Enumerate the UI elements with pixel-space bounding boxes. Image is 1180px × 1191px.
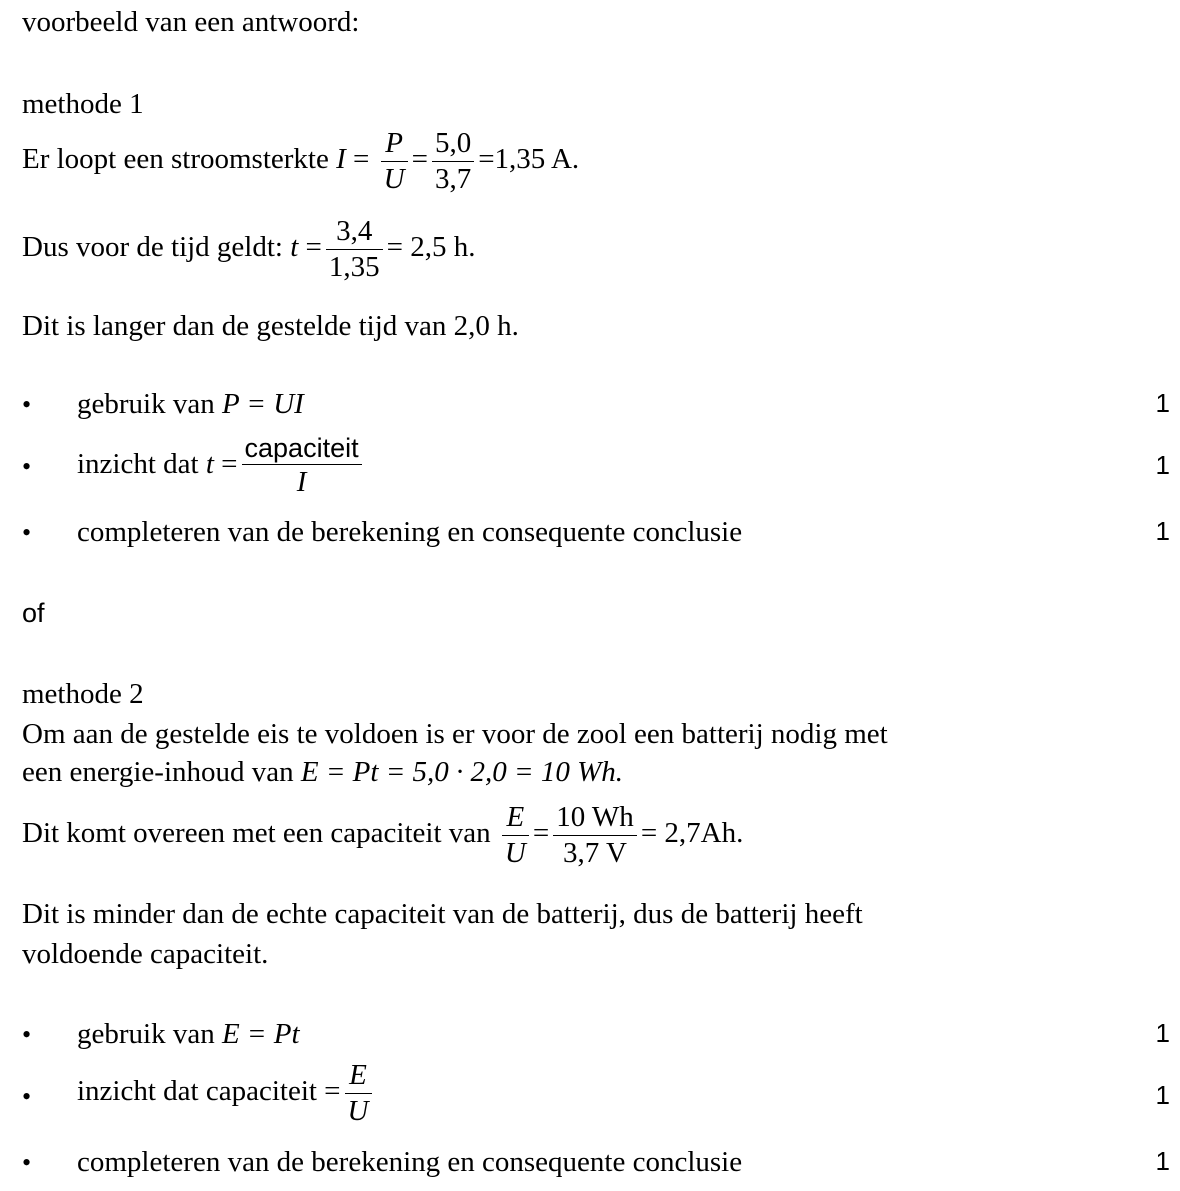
method2-line4b: voldoende capaciteit. bbox=[22, 938, 269, 970]
time-symbol: t bbox=[290, 230, 299, 263]
capacity-result: = 2,7Ah. bbox=[640, 816, 744, 849]
method2-line3: Dit komt overeen met een capaciteit van $\frac{E}{U}$ = $\frac{10 Wh}{3,7 V}$ = 2,7Ah. bbox=[22, 801, 744, 869]
time-fraction: $\frac{3,4}{1,35}$ bbox=[326, 214, 383, 285]
intro-text: voorbeeld van een antwoord: bbox=[22, 6, 360, 38]
score: 1 bbox=[1155, 388, 1170, 418]
bullet: • bbox=[22, 390, 32, 419]
method1-line1-text: Er loopt een stroomsterkte bbox=[22, 142, 329, 175]
power-over-voltage-fraction: $\frac{P}{U}$ bbox=[381, 126, 408, 197]
bullet: • bbox=[22, 1082, 32, 1111]
current-result: =1,35 A. bbox=[478, 142, 580, 175]
score: 1 bbox=[1155, 1018, 1170, 1048]
method1-line2: Dus voor de tijd geldt: t = $\frac{3,4}{1,35}$ = 2,5 h. bbox=[22, 215, 476, 283]
bullet: • bbox=[22, 1020, 32, 1049]
or-label: of bbox=[22, 598, 45, 628]
method1-line1: Er loopt een stroomsterkte I = $\frac{P}{U}$ = $\frac{5,0}{3,7}$ =1,35 A. bbox=[22, 127, 580, 195]
capacity-numeric-fraction: $\frac{10 Wh}{3,7 V}$ bbox=[553, 800, 637, 871]
bullet: • bbox=[22, 1148, 32, 1177]
score: 1 bbox=[1155, 516, 1170, 546]
method1-conclusion: Dit is langer dan de gestelde tijd van 2,0 h. bbox=[22, 310, 519, 342]
energy-formula: E = Pt = 5,0 · 2,0 = 10 Wh. bbox=[300, 756, 623, 788]
current-symbol: I bbox=[336, 142, 346, 175]
energy-over-voltage-fraction: $\frac{E}{U}$ bbox=[345, 1058, 372, 1129]
formula: P = UI bbox=[221, 388, 304, 420]
method1-line2-text: Dus voor de tijd geldt: bbox=[22, 230, 283, 263]
bullet: • bbox=[22, 518, 32, 547]
bullet: • bbox=[22, 452, 32, 481]
score: 1 bbox=[1155, 1146, 1170, 1176]
score: 1 bbox=[1155, 1080, 1170, 1110]
method1-title: methode 1 bbox=[22, 88, 144, 120]
capacity-over-current-fraction: $\frac{\text{capaciteit}}{I}$ bbox=[242, 432, 362, 500]
method2-title: methode 2 bbox=[22, 678, 144, 710]
time-result: = 2,5 h. bbox=[386, 230, 476, 263]
formula: E = Pt bbox=[221, 1018, 300, 1050]
method2-line1: Om aan de gestelde eis te voldoen is er voor de zool een batterij nodig met bbox=[22, 718, 888, 750]
method2-line2: een energie-inhoud van E = Pt = 5,0 · 2,0 = 10 Wh. bbox=[22, 756, 623, 788]
method2-line4a: Dit is minder dan de echte capaciteit van de batterij, dus de batterij heeft bbox=[22, 898, 863, 930]
energy-over-voltage-fraction: $\frac{E}{U}$ bbox=[502, 800, 529, 871]
score: 1 bbox=[1155, 450, 1170, 480]
numeric-fraction: $\frac{5,0}{3,7}$ bbox=[432, 126, 474, 197]
